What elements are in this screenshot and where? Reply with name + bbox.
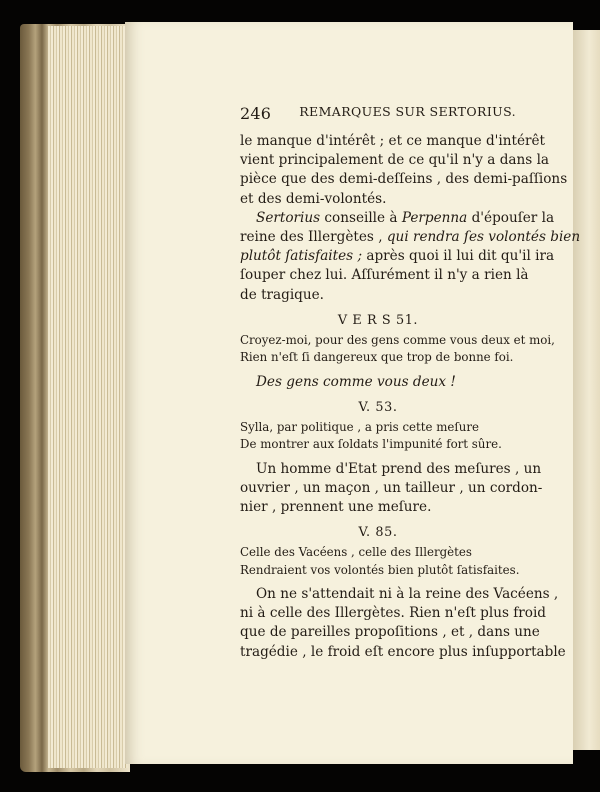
section-heading-vers-51: V E R S 51. [337,312,419,328]
paragraph-line: que de pareilles propoſitions , et , dans une [240,624,540,641]
paragraph-line: ni à celle des Illergètes. Rien n'eſt plus froid [240,605,547,622]
paragraph-line [240,228,581,247]
verse-line: Celle des Vacéens , celle des Illergètes [240,545,472,560]
verse-line: Rien n'eſt ſi dangereux que trop de bonne foi. [240,350,514,365]
paragraph-line: Un homme d'Etat prend des meſures , un [256,460,542,477]
quoted-italic: qui rendra ſes volontés bien [386,229,581,246]
paragraph-line: de tragique. [240,286,325,303]
paragraph-line: ſouper chez lui. Aſſurément il n'y a rien là [240,267,529,284]
section-heading-v-85: V. 85. [358,525,398,541]
verse-line: Rendraient vos volontés bien plutôt ſatisfaites. [240,562,520,577]
page-edges [48,26,128,768]
name-perpenna: Perpenna [401,209,468,226]
comment-53 [240,460,543,518]
paragraph-line: pièce que des demi-deſſeins , des demi-paſſions [240,171,568,188]
paragraph-2 [240,209,581,305]
paragraph-line: nier , prennent une meſure. [240,499,432,516]
text-run: reine des Illergètes , [240,229,387,246]
paragraph-line: et des demi-volontés. [240,190,387,207]
comment-85 [240,585,566,662]
verse-line: Croyez-moi, pour des gens comme vous deux et moi, [240,332,555,347]
verse-line: Sylla, par politique , a pris cette meſure [240,419,479,434]
comment-51 [240,373,516,392]
paragraph-line: le manque d'intérêt ; et ce manque d'intérêt [240,133,545,149]
section-heading-v-53: V. 53. [358,399,398,415]
name-sertorius: Sertorius [256,209,321,226]
paragraph-line: Des gens comme vous deux ! [256,373,456,390]
paragraph-line: On ne s'attendait ni à la reine des Vacéens , [256,586,559,603]
paragraph-line: vient principalement de ce qu'il n'y a dans la [240,152,550,169]
paragraph-line [240,247,555,266]
verse-line: De montrer aux ſoldats l'impunité fort sûre. [240,437,502,452]
quoted-italic: plutôt ſatisfaites ; [240,248,363,265]
text-run: après quoi il lui dit qu'il ira [362,248,555,265]
paragraph-1 [240,132,568,209]
facing-page-edge [573,30,600,750]
text-run: conseille à [320,209,402,226]
paragraph-line: ouvrier , un maçon , un tailleur , un cordon- [240,479,543,496]
page-text [240,104,581,662]
text-run: d'épouſer la [467,209,555,226]
page-number: 246 [240,104,272,123]
running-header [240,104,516,123]
running-title: REMARQUES SUR SERTORIUS. [299,104,516,119]
paragraph-line: tragédie , le froid eſt encore plus inſupportable [240,643,566,660]
paragraph-line [240,209,555,228]
